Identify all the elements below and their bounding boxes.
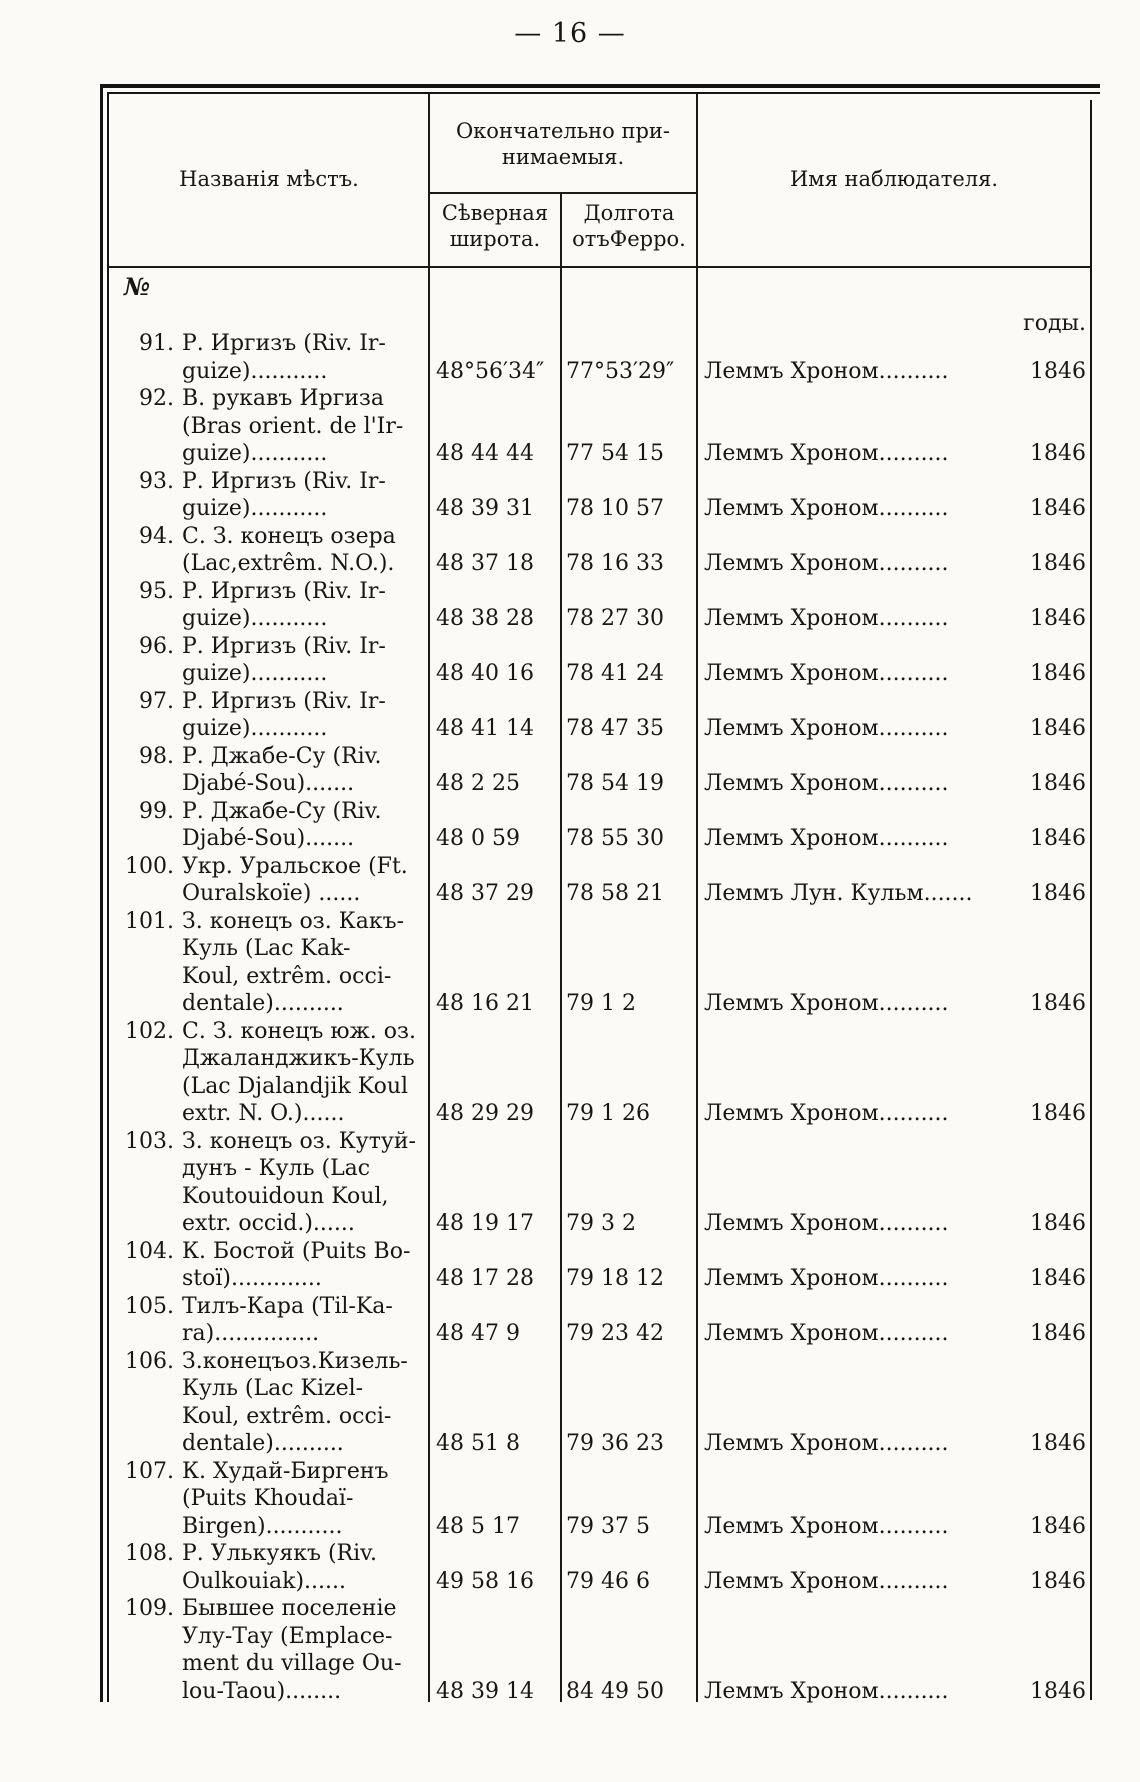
column-header-names: Названія мѣстъ. <box>179 167 359 191</box>
place-name-line: С. З. конецъ юж. оз. <box>182 1019 416 1044</box>
year-cell: 1846 <box>1030 441 1086 466</box>
place-name-line: Джаланджикъ-Куль <box>182 1046 415 1071</box>
observer-cell: Леммъ Хроном.......... <box>704 661 949 686</box>
longitude-cell: 78 54 19 <box>566 771 664 796</box>
year-cell: 1846 <box>1030 1679 1086 1704</box>
row-number: 99. <box>139 799 174 824</box>
column-divider <box>428 94 430 1702</box>
row-number: 98. <box>139 744 174 769</box>
latitude-cell: 48 41 14 <box>436 716 534 741</box>
place-name-line: Р. Иргизъ (Riv. Ir- <box>182 634 386 659</box>
place-name-line: extr. occid.)...... <box>182 1211 355 1236</box>
longitude-cell: 79 23 42 <box>566 1321 664 1346</box>
year-cell: 1846 <box>1030 551 1086 576</box>
longitude-cell: 84 49 50 <box>566 1679 664 1704</box>
latitude-cell: 48 29 29 <box>436 1101 534 1126</box>
year-cell: 1846 <box>1030 496 1086 521</box>
year-cell: 1846 <box>1030 606 1086 631</box>
place-name-line: Р. Иргизъ (Riv. Ir- <box>182 469 386 494</box>
observer-cell: Леммъ Хроном.......... <box>704 1266 949 1291</box>
longitude-cell: 79 18 12 <box>566 1266 664 1291</box>
row-number: 93. <box>139 469 174 494</box>
place-name-line: Koutouidoun Koul, <box>182 1184 389 1209</box>
year-cell: 1846 <box>1030 716 1086 741</box>
lon-header-line1: Долгота <box>583 201 675 225</box>
latitude-cell: 48 40 16 <box>436 661 534 686</box>
place-name-line: guize)........... <box>182 716 328 741</box>
place-name-line: (Lac Djalandjik Koul <box>182 1074 409 1099</box>
latitude-cell: 48 16 21 <box>436 991 534 1016</box>
place-name-line: Куль (Lac Kizel- <box>182 1376 364 1401</box>
latitude-cell: 48 0 59 <box>436 826 520 851</box>
place-name-line: Р. Джабе-Су (Riv. <box>182 744 382 769</box>
longitude-cell: 78 41 24 <box>566 661 664 686</box>
latitude-cell: 48 19 17 <box>436 1211 534 1236</box>
year-cell: 1846 <box>1030 826 1086 851</box>
observer-cell: Леммъ Хроном.......... <box>704 1431 949 1456</box>
latitude-cell: 48 51 8 <box>436 1431 520 1456</box>
place-name-line: Oulkouiak)...... <box>182 1569 347 1594</box>
place-name-line: guize)........... <box>182 661 328 686</box>
year-cell: 1846 <box>1030 661 1086 686</box>
row-number: 97. <box>139 689 174 714</box>
place-name-line: К. Худай-Биргенъ <box>182 1459 389 1484</box>
longitude-cell: 78 16 33 <box>566 551 664 576</box>
place-name-line: lou-Taou)........ <box>182 1679 342 1704</box>
year-cell: 1846 <box>1030 1266 1086 1291</box>
place-name-line: stoï)............. <box>182 1266 322 1291</box>
row-number: 101. <box>125 909 174 934</box>
place-name-line: Р. Иргизъ (Riv. Ir- <box>182 689 386 714</box>
year-cell: 1846 <box>1030 1569 1086 1594</box>
table-top-rule <box>100 84 1100 88</box>
longitude-cell: 79 3 2 <box>566 1211 636 1236</box>
longitude-cell: 78 10 57 <box>566 496 664 521</box>
observer-cell: Леммъ Хроном.......... <box>704 496 949 521</box>
place-name-line: extr. N. O.)...... <box>182 1101 345 1126</box>
observer-cell: Леммъ Хроном.......... <box>704 359 949 384</box>
longitude-cell: 79 36 23 <box>566 1431 664 1456</box>
place-name-line: Куль (Lac Kak- <box>182 936 351 961</box>
row-number: 102. <box>125 1019 174 1044</box>
place-name-line: Тилъ-Кара (Til-Ka- <box>182 1294 393 1319</box>
observer-cell: Леммъ Хроном.......... <box>704 991 949 1016</box>
table-left-rule <box>100 84 103 1702</box>
longitude-cell: 78 58 21 <box>566 881 664 906</box>
latitude-cell: 48 5 17 <box>436 1514 520 1539</box>
place-name-line: Djabé-Sou)....... <box>182 771 355 796</box>
place-name-line: ment du village Ou- <box>182 1651 402 1676</box>
place-name-line: guize)........... <box>182 606 328 631</box>
latitude-cell: 48 39 31 <box>436 496 534 521</box>
year-cell: 1846 <box>1030 1431 1086 1456</box>
row-number: 92. <box>139 386 174 411</box>
observer-cell: Леммъ Хроном.......... <box>704 1569 949 1594</box>
observer-cell: Леммъ Хроном.......... <box>704 826 949 851</box>
place-name-line: guize)........... <box>182 441 328 466</box>
column-header-final-values <box>430 118 696 170</box>
subheader-rule <box>428 192 698 194</box>
row-number: 100. <box>125 854 174 879</box>
row-number: 107. <box>125 1459 174 1484</box>
place-name-line: Бывшее поселеніе <box>182 1596 397 1621</box>
row-number: 105. <box>125 1294 174 1319</box>
place-name-line: К. Бостой (Puits Bo- <box>182 1239 411 1264</box>
latitude-cell: 48 38 28 <box>436 606 534 631</box>
place-name-line: дунъ - Куль (Lac <box>182 1156 371 1181</box>
longitude-cell: 78 55 30 <box>566 826 664 851</box>
place-name-line: (Bras orient. de l'Ir- <box>182 414 404 439</box>
place-name-line: Улу-Тау (Emplace- <box>182 1624 393 1649</box>
row-number: 96. <box>139 634 174 659</box>
table-inner-top-rule <box>107 92 1100 94</box>
lon-header-line2: отъФерро. <box>572 227 686 251</box>
observer-cell: Леммъ Хроном.......... <box>704 1679 949 1704</box>
page-number: — 16 — <box>514 18 626 49</box>
longitude-cell: 79 1 2 <box>566 991 636 1016</box>
table-left-inner-rule <box>107 92 109 1702</box>
latitude-cell: 49 58 16 <box>436 1569 534 1594</box>
final-header-line1: Окончательно при- <box>455 119 671 143</box>
row-number: 108. <box>125 1541 174 1566</box>
observer-cell: Леммъ Хроном.......... <box>704 1101 949 1126</box>
column-header-observer: Имя наблюдателя. <box>789 167 999 191</box>
observer-cell: Леммъ Хроном.......... <box>704 1321 949 1346</box>
latitude-cell: 48 2 25 <box>436 771 520 796</box>
column-header-latitude <box>430 200 560 252</box>
place-name-line: С. З. конецъ озера <box>182 524 396 549</box>
place-name-line: (Puits Khoudaï- <box>182 1486 354 1511</box>
place-name-line: (Lac,extrêm. N.O.). <box>182 551 395 576</box>
place-name-line: dentale).......... <box>182 1431 344 1456</box>
observer-cell: Леммъ Хроном.......... <box>704 606 949 631</box>
row-number: 106. <box>125 1349 174 1374</box>
place-name-line: З. конецъ оз. Какъ- <box>182 909 405 934</box>
year-cell: 1846 <box>1030 771 1086 796</box>
longitude-cell: 77°53′29″ <box>566 359 675 384</box>
place-name-line: Р. Улькуякъ (Riv. <box>182 1541 377 1566</box>
latitude-cell: 48 37 18 <box>436 551 534 576</box>
latitude-cell: 48 17 28 <box>436 1266 534 1291</box>
row-number: 95. <box>139 579 174 604</box>
observer-cell: Леммъ Лун. Кульм....... <box>704 881 973 906</box>
column-divider <box>560 194 562 1702</box>
observer-cell: Леммъ Хроном.......... <box>704 1211 949 1236</box>
observer-cell: Леммъ Хроном.......... <box>704 1514 949 1539</box>
place-name-line: guize)........... <box>182 496 328 521</box>
place-name-line: Birgen)........... <box>182 1514 343 1539</box>
place-name-line: Koul, extrêm. occi- <box>182 964 392 989</box>
years-label: годы. <box>1023 311 1086 336</box>
latitude-cell: 48 47 9 <box>436 1321 520 1346</box>
place-name-line: Р. Иргизъ (Riv. Ir- <box>182 579 386 604</box>
column-header-longitude <box>562 200 696 252</box>
year-cell: 1846 <box>1030 359 1086 384</box>
year-cell: 1846 <box>1030 991 1086 1016</box>
year-cell: 1846 <box>1030 881 1086 906</box>
longitude-cell: 79 1 26 <box>566 1101 650 1126</box>
longitude-cell: 78 47 35 <box>566 716 664 741</box>
place-name-line: Р. Иргизъ (Riv. Ir- <box>182 331 386 356</box>
header-bottom-rule <box>109 266 1090 268</box>
table-right-rule <box>1090 100 1092 1700</box>
latitude-cell: 48 39 14 <box>436 1679 534 1704</box>
place-name-line: З. конецъ оз. Кутуй- <box>182 1129 416 1154</box>
place-name-line: Djabé-Sou)....... <box>182 826 355 851</box>
numero-sign: № <box>124 272 151 301</box>
place-name-line: Koul, extrêm. occi- <box>182 1404 392 1429</box>
place-name-line: Укр. Уральское (Ft. <box>182 854 408 879</box>
place-name-line: guize)........... <box>182 359 328 384</box>
lat-header-line1: Сѣверная <box>441 201 549 225</box>
place-name-line: Р. Джабе-Су (Riv. <box>182 799 382 824</box>
year-cell: 1846 <box>1030 1514 1086 1539</box>
row-number: 94. <box>139 524 174 549</box>
longitude-cell: 78 27 30 <box>566 606 664 631</box>
place-name-line: В. рукавъ Иргиза <box>182 386 384 411</box>
longitude-cell: 79 37 5 <box>566 1514 650 1539</box>
longitude-cell: 79 46 6 <box>566 1569 650 1594</box>
latitude-cell: 48 44 44 <box>436 441 534 466</box>
row-number: 109. <box>125 1596 174 1621</box>
year-cell: 1846 <box>1030 1101 1086 1126</box>
observer-cell: Леммъ Хроном.......... <box>704 551 949 576</box>
row-number: 103. <box>125 1129 174 1154</box>
place-name-line: dentale).......... <box>182 991 344 1016</box>
year-cell: 1846 <box>1030 1211 1086 1236</box>
observer-cell: Леммъ Хроном.......... <box>704 716 949 741</box>
longitude-cell: 77 54 15 <box>566 441 664 466</box>
latitude-cell: 48 37 29 <box>436 881 534 906</box>
row-number: 104. <box>125 1239 174 1264</box>
final-header-line2: нимаемыя. <box>501 145 625 169</box>
row-number: 91. <box>139 331 174 356</box>
place-name-line: ra)............... <box>182 1321 320 1346</box>
place-name-line: З.конецъоз.Кизель- <box>182 1349 408 1374</box>
place-name-line: Ouralskoïe) ...... <box>182 881 361 906</box>
year-cell: 1846 <box>1030 1321 1086 1346</box>
column-divider <box>696 94 698 1702</box>
observer-cell: Леммъ Хроном.......... <box>704 771 949 796</box>
lat-header-line2: широта. <box>449 227 541 251</box>
observer-cell: Леммъ Хроном.......... <box>704 441 949 466</box>
latitude-cell: 48°56′34″ <box>436 359 545 384</box>
